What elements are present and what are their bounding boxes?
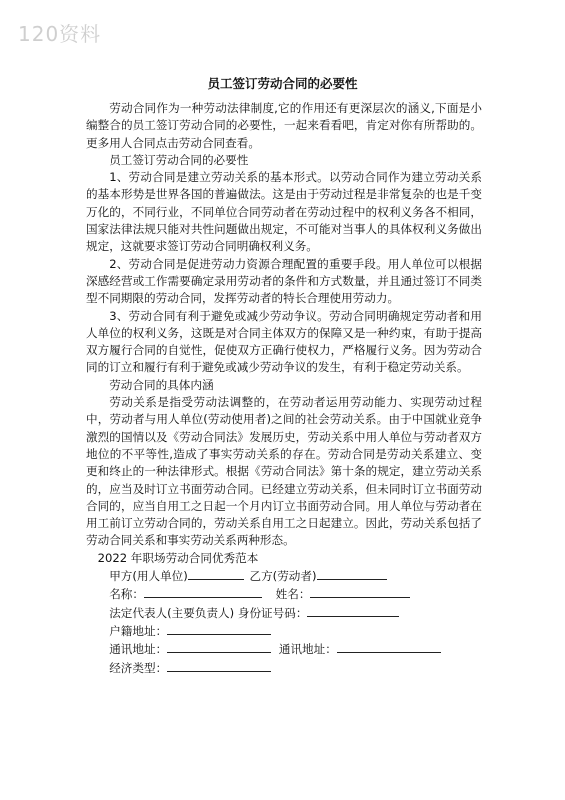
- hukou-blank[interactable]: [167, 622, 271, 635]
- document-title: 员工签订劳动合同的必要性: [207, 76, 358, 91]
- party-b-blank[interactable]: [317, 567, 387, 580]
- legal-rep-label: 法定代表人(主要负责人) 身份证号码：: [109, 605, 308, 620]
- section-heading-necessity: 员工签订劳动合同的必要性: [109, 152, 249, 167]
- address-2-label: 通讯地址：: [278, 642, 337, 657]
- contract-form: [86, 550, 482, 677]
- full-name-blank[interactable]: [310, 585, 410, 598]
- form-row-legal-rep: [86, 604, 482, 622]
- address-1-label: 通讯地址：: [109, 642, 168, 657]
- watermark: 120资料: [18, 22, 102, 46]
- form-row-hukou: [86, 622, 482, 640]
- paragraph-1: 1、劳动合同是建立劳动关系的基本形式。以劳动合同作为建立劳动关系的基本形势是世界各国的普遍做法。这是由于劳动过程是非常复杂的也是千变万化的，不同行业，不同单位合同劳动者在劳动过程中的权利义务各不相同，国家法律法规只能对共性问题做出规定，不可能对当事人的具体权利义务做出规定，这就要求签订劳动合同明确权利义务。: [86, 170, 482, 254]
- form-row-address: [86, 640, 482, 658]
- paragraph-4: 劳动关系是指受劳动法调整的，在劳动者运用劳动能力、实现劳动过程中，劳动者与用人单位(劳动使用者)之间的社会劳动关系。由于中国就业竞争激烈的国情以及《劳动合同法》发展历史，劳动关系中用人单位与劳动者双方地位的不平等性,造成了事实劳动关系的存在。劳动合同是劳动关系建立、变更和终止的一种法律形式。根据《劳动合同法》第十条的规定，建立劳动关系的，应当及时订立书面劳动合同。已经建立劳动关系，但未同时订立书面劳动合同的，应当自用工之日起一个月内订立书面劳动合同。用人单位与劳动者在用工前订立劳动合同的，劳动关系自用工之日起建立。因此，劳动关系包括了劳动合同关系和事实劳动关系两种形态。: [86, 395, 482, 548]
- name-label: 名称：: [109, 587, 144, 602]
- econ-type-label: 经济类型：: [109, 660, 168, 675]
- id-number-blank[interactable]: [307, 604, 399, 617]
- form-row-econ-type: [86, 659, 482, 677]
- party-a-blank[interactable]: [188, 567, 244, 580]
- address-2-blank[interactable]: [337, 640, 441, 653]
- form-row-parties: [86, 567, 482, 585]
- address-1-blank[interactable]: [167, 640, 271, 653]
- econ-type-blank[interactable]: [167, 659, 271, 672]
- intro-paragraph: 劳动合同作为一种劳动法律制度,它的作用还有更深层次的涵义,下面是小编整合的员工签订劳动合同的必要性，一起来看看吧，肯定对你有所帮助的。更多用人合同点击劳动合同查看。: [86, 101, 482, 150]
- party-b-label: 乙方(劳动者): [249, 569, 317, 584]
- section-heading-meaning: 劳动合同的具体内涵: [109, 377, 214, 392]
- form-row-name: [86, 585, 482, 603]
- paragraph-2: 2、劳动合同是促进劳动力资源合理配置的重要手段。用人单位可以根据深感经营或工作需要确定录用劳动者的条件和方式数量，并且通过签订不同类型不同期限的劳动合同，发挥劳动者的特长合理使用劳动力。: [86, 256, 482, 306]
- full-name-label: 姓名：: [275, 587, 311, 602]
- hukou-label: 户籍地址：: [109, 623, 168, 638]
- party-a-label: 甲方(用人单位): [109, 569, 188, 584]
- document-body: [86, 100, 482, 677]
- form-heading: 2022 年职场劳动合同优秀范本: [97, 550, 259, 565]
- name-blank[interactable]: [144, 585, 262, 598]
- paragraph-3: 3、劳动合同有利于避免或减少劳动争议。劳动合同明确规定劳动者和用人单位的权利义务，这既是对合同主体双方的保障又是一种约束，有助于提高双方履行合同的自觉性，促使双方正确行使权力，严格履行义务。因为劳动合同的订立和履行有利于避免或减少劳动争议的发生，有利于稳定劳动关系。: [86, 308, 482, 375]
